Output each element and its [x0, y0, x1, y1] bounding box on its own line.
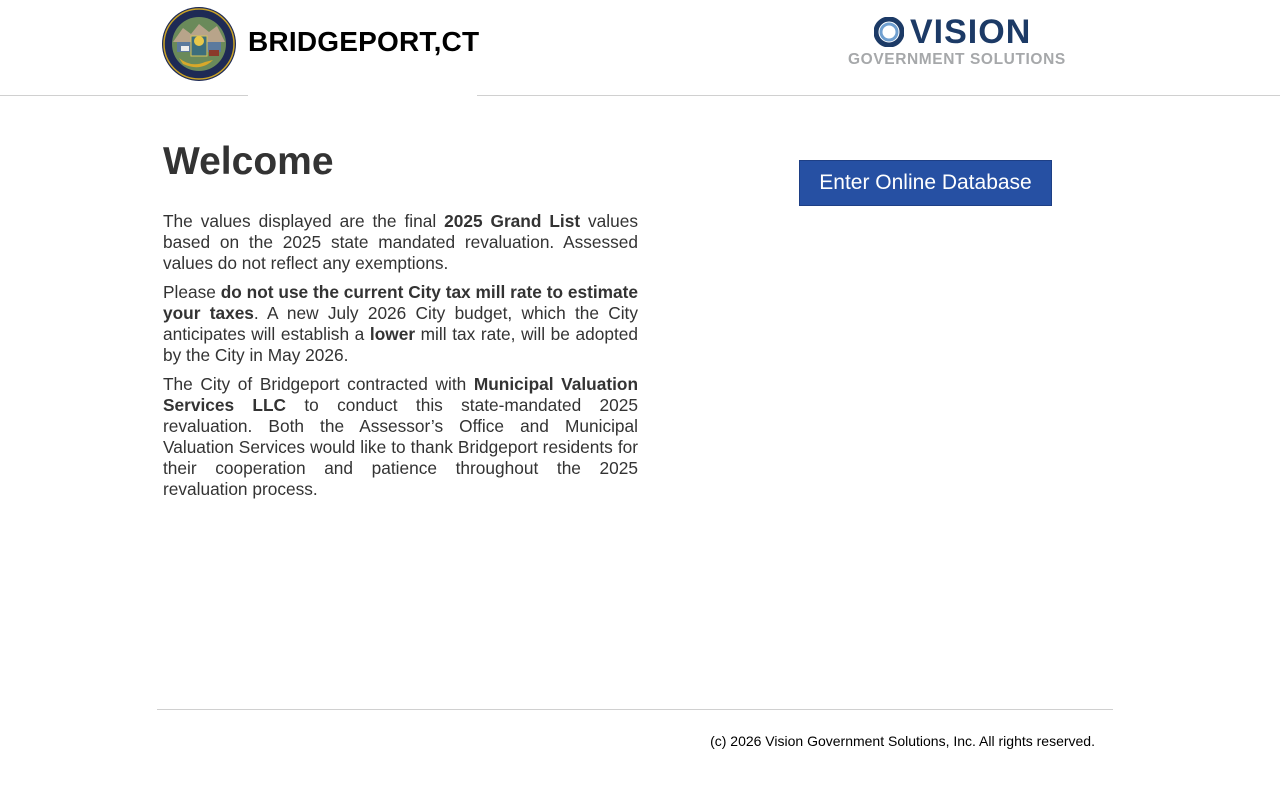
city-seal-logo	[161, 6, 237, 82]
enter-online-database-button[interactable]: Enter Online Database	[799, 160, 1052, 206]
vision-logo-subtitle: GOVERNMENT SOLUTIONS	[848, 51, 1066, 68]
welcome-text	[163, 211, 638, 508]
vision-logo-word: VISION	[910, 13, 1032, 51]
site-header	[0, 0, 1280, 96]
header-border-gap	[248, 94, 477, 97]
text: Please	[163, 282, 221, 302]
text: to conduct this state-mandated 2025 revaluation. Both the Assessor’s Office and Municipal Valuation Services would like to thank Bridgeport residents for their cooperation and patience throughout the 2025 revaluation process.	[163, 395, 638, 499]
welcome-paragraph	[163, 211, 638, 274]
text: values based on the 2025 state mandated revaluation. Assessed values do not reflect any exemptions.	[163, 211, 638, 273]
bold-text: 2025 Grand List	[444, 211, 581, 231]
welcome-paragraph	[163, 282, 638, 366]
text: The values displayed are the final	[163, 211, 445, 231]
bold-text: Municipal Valuation Services LLC	[163, 374, 638, 415]
vision-swirl-icon	[874, 17, 904, 47]
vision-logo	[848, 13, 1066, 70]
text: mill tax rate, will be adopted by the City in May 2026.	[163, 324, 638, 365]
copyright-text: (c) 2026 Vision Government Solutions, Inc. All rights reserved.	[710, 733, 1095, 749]
bold-text: do not use the current City tax mill rate to estimate your taxes	[163, 282, 638, 323]
text: The City of Bridgeport contracted with	[163, 374, 474, 394]
page-title: Welcome	[163, 140, 334, 183]
bold-text: lower	[369, 324, 416, 344]
welcome-paragraph	[163, 374, 638, 500]
footer-divider	[157, 709, 1113, 710]
text: . A new July 2026 City budget, which the City anticipates will establish a	[163, 303, 638, 344]
city-title: BRIDGEPORT,CT	[248, 26, 480, 57]
